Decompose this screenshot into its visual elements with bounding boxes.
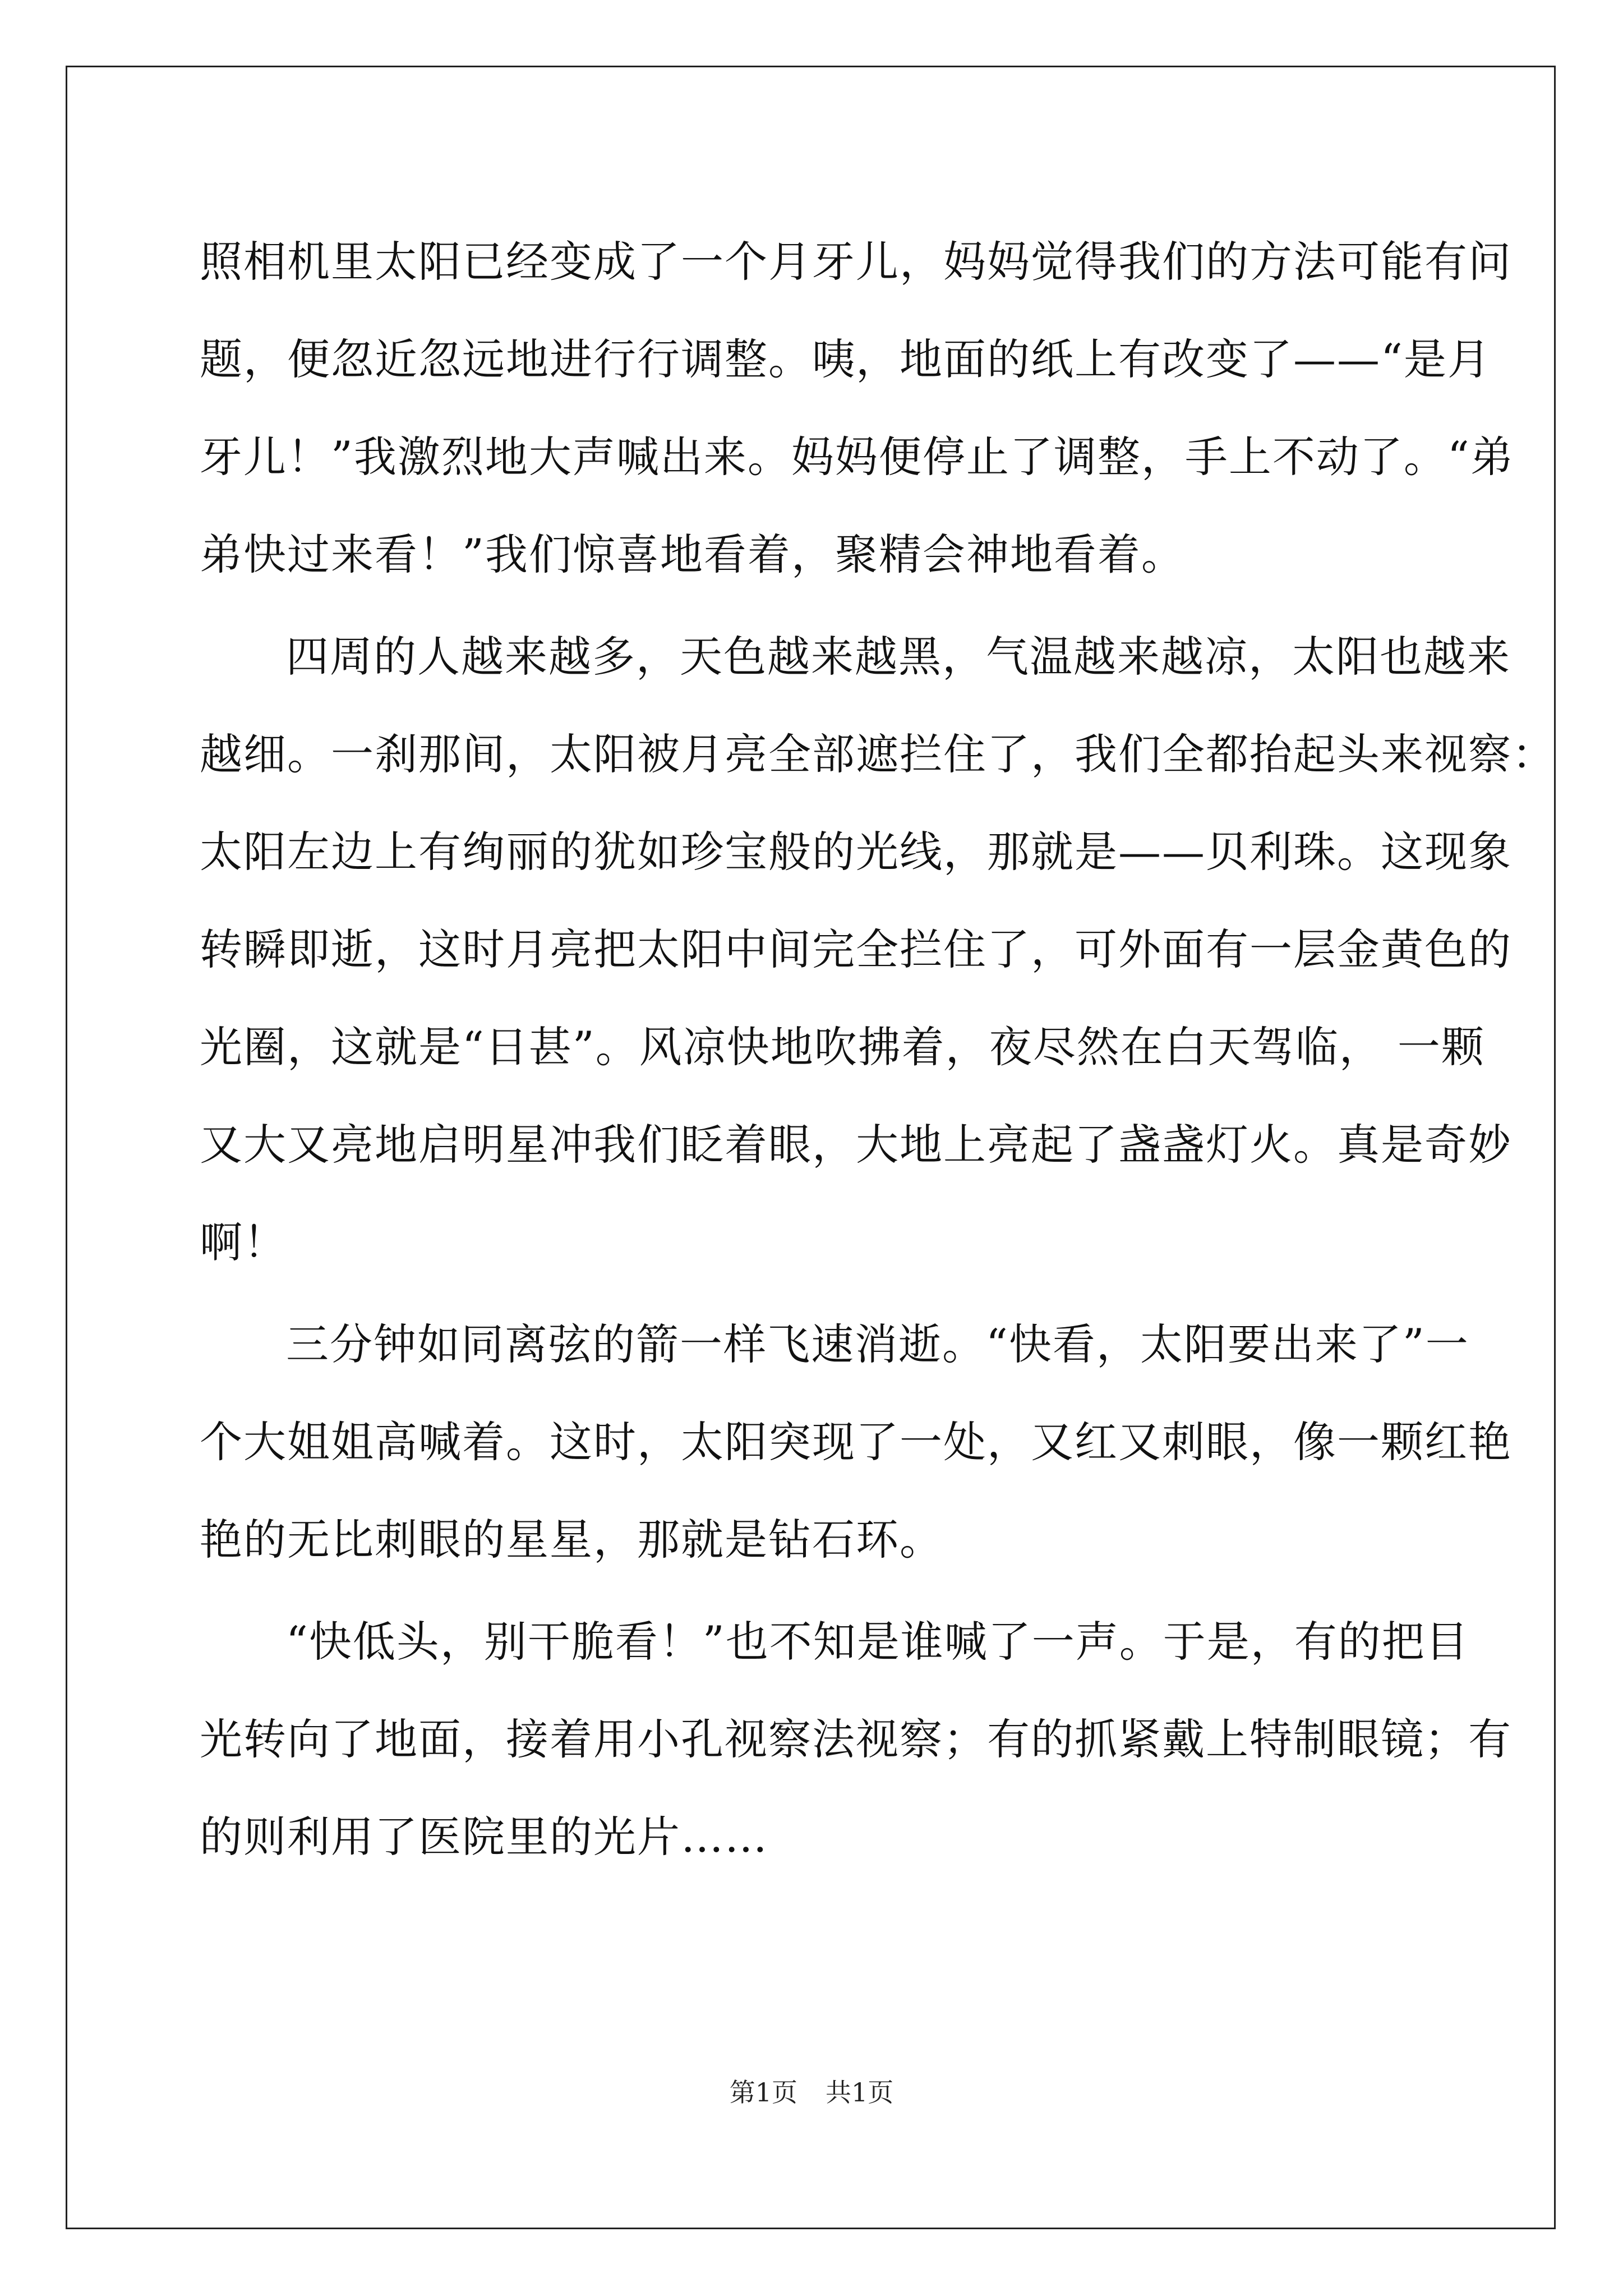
paragraph-line: 的则利用了医院里的光片…… [200, 1812, 768, 1862]
paragraph-line: 个大姐姐高喊着。这时，太阳突现了一处，又红又刺眼，像一颗红艳 [200, 1417, 1512, 1467]
document-body [200, 213, 1556, 1886]
paragraph-line: 啊！ [200, 1217, 287, 1267]
paragraph-line: 弟快过来看！”我们惊喜地看着，聚精会神地看着。 [200, 530, 1185, 579]
paragraph-line: 太阳左边上有绚丽的犹如珍宝般的光线，那就是——贝利珠。这现象 [200, 827, 1512, 877]
paragraph-line: 光转向了地面，接着用小孔视察法视察；有的抓紧戴上特制眼镜；有 [200, 1714, 1512, 1764]
paragraph-line: 牙儿！”我激烈地大声喊出来。妈妈便停止了调整，手上不动了。“弟 [200, 432, 1514, 482]
paragraph-line: 转瞬即逝，这时月亮把太阳中间完全拦住了，可外面有一层金黄色的 [200, 924, 1512, 974]
page-number: 第1页 [729, 2077, 797, 2108]
paragraph-line: 又大又亮地启明星冲我们眨着眼，大地上亮起了盏盏灯火。真是奇妙 [200, 1120, 1512, 1170]
page-footer [0, 2076, 1623, 2109]
paragraph-line: 光圈，这就是“日甚”。风凉快地吹拂着，夜尽然在白天驾临， 一颗 [200, 1022, 1485, 1072]
paragraph-line: 三分钟如同离弦的箭一样飞速消逝。“快看，太阳要出来了”一 [286, 1319, 1469, 1369]
paragraph-line: 四周的人越来越多，天色越来越黑，气温越来越凉，太阳也越来 [286, 632, 1511, 682]
paragraph-line: 题，便忽近忽远地进行行调整。咦，地面的纸上有改变了——“是月 [200, 334, 1491, 384]
paragraph-line: 越细。一刹那间，太阳被月亮全部遮拦住了，我们全都抬起头来视察： [200, 729, 1556, 779]
paragraph-line: “快低头，别干脆看！”也不知是谁喊了一声。于是，有的把目 [286, 1617, 1469, 1667]
paragraph-line: 照相机里太阳已经变成了一个月牙儿，妈妈觉得我们的方法可能有问 [200, 237, 1512, 287]
page-total: 共1页 [826, 2077, 894, 2108]
paragraph-line: 艳的无比刺眼的星星，那就是钻石环。 [200, 1515, 943, 1565]
